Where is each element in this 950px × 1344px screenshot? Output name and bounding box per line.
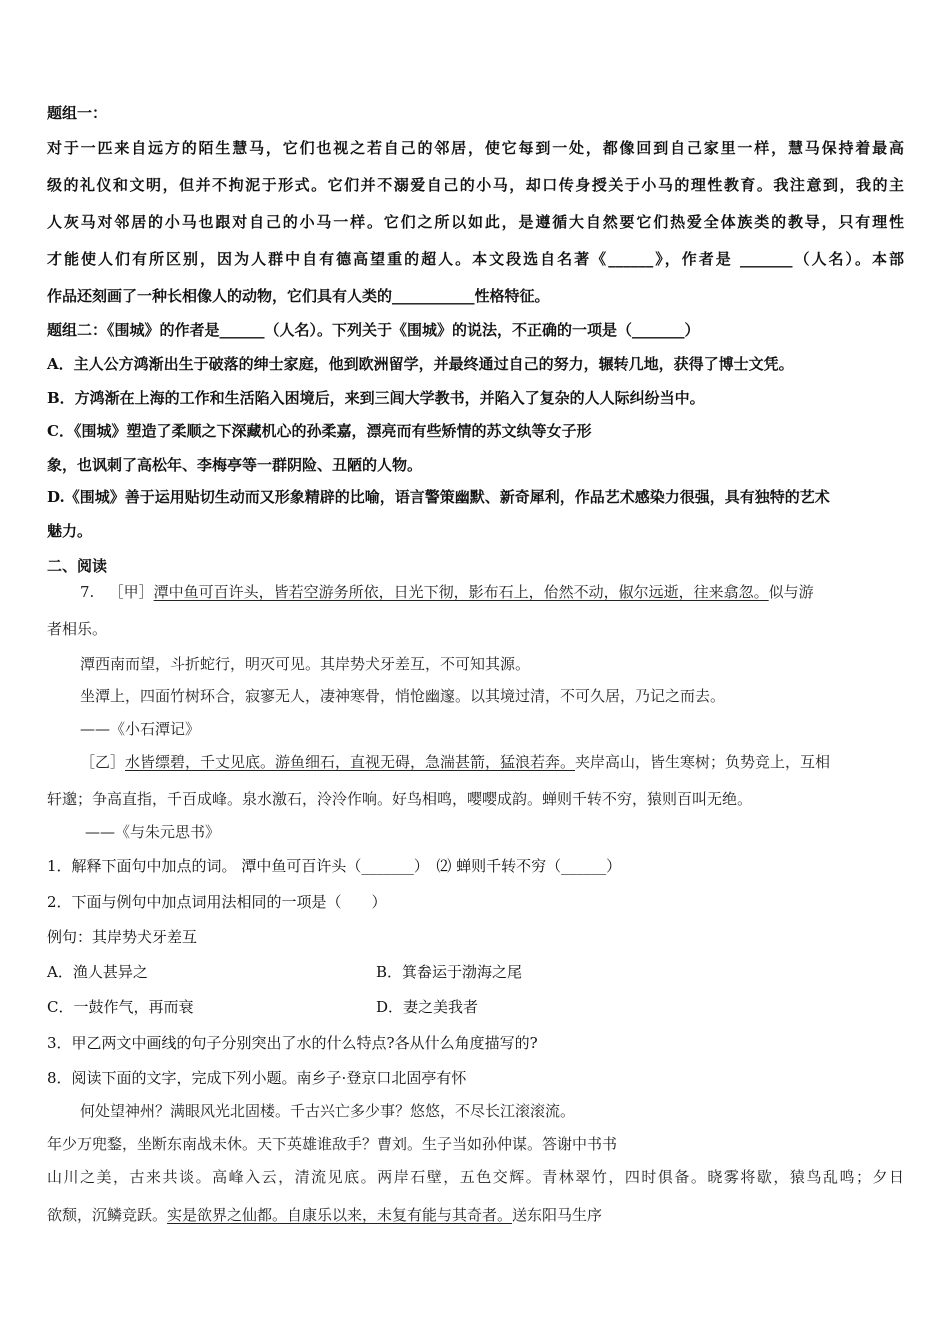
q7-option-c: C．一鼓作气，再而衰: [47, 998, 194, 1016]
group1-line-4: 才能使人们有所区别，因为人群中自有德高望重的超人。本文段选自名著《______》，作者是 _______（人名）。本部: [47, 250, 904, 268]
q8-next-title: 送东阳马生序: [512, 1206, 603, 1224]
q8-prose-line-1: 山川之美，古来共谈。高峰入云，清流见底。两岸石壁，五色交辉。青林翠竹，四时俱备。晓雾将歇，猿鸟乱鸣；夕日: [47, 1168, 904, 1186]
q7-option-b: B．箕畚运于渤海之尾: [376, 963, 523, 981]
q7-yi-source: ——《与朱元思书》: [85, 823, 221, 841]
q7-option-a: A．渔人甚异之: [47, 963, 148, 981]
q7-yi-line-2: 轩邈；争高直指，千百成峰。泉水激石，泠泠作响。好鸟相鸣，嘤嘤成韵。蝉则千转不穷，猿则百叫无绝。: [47, 790, 753, 808]
q7-jia-line-1: [80, 582, 814, 602]
q7-jia-line-2: 者相乐。: [47, 620, 108, 638]
group2-option-c-line-1: C．《围城》塑造了柔顺之下深藏机心的孙柔嘉，漂亮而有些矫情的苏文纨等女子形: [47, 422, 592, 440]
q7-number: 7.: [80, 583, 95, 601]
group2-option-d-line-2: 魅力。: [47, 522, 93, 540]
group2-option-c-line-2: 象，也讽刺了高松年、李梅亭等一群阴险、丑陋的人物。: [47, 456, 423, 474]
q7-yi-rest: 夹岸高山，皆生寒树；负势竞上，互相: [575, 753, 831, 771]
q7-jia-rest: 似与游: [768, 583, 814, 601]
q7-jia-source: ——《小石潭记》: [80, 720, 201, 738]
q7-jia-paragraph-3: 坐潭上，四面竹树环合，寂寥无人，凄神寒骨，悄怆幽邃。以其境过清，不可久居，乃记之而去。: [80, 687, 726, 705]
q7-jia-tag: ［甲］: [108, 583, 154, 601]
q8-poem-line-2: 年少万兜鍪，坐断东南战未休。天下英雄谁敌手？曹刘。生子当如孙仲谋。答谢中书书: [47, 1135, 618, 1153]
group1-heading: 题组一：: [47, 104, 108, 122]
q8-intro: 8．阅读下面的文字，完成下列小题。南乡子·登京口北固亭有怀: [47, 1069, 467, 1087]
q7-option-d: D．妻之美我者: [376, 998, 479, 1016]
q7-yi-tag: ［乙］: [80, 753, 126, 771]
q7-jia-paragraph-2: 潭西南而望，斗折蛇行，明灭可见。其岸势犬牙差互，不可知其源。: [80, 655, 531, 673]
group1-line-1: 对于一匹来自远方的陌生慧马，它们也视之若自己的邻居，使它每到一处，都像回到自己家里一样，慧马保持着最高: [47, 139, 904, 157]
group2-option-a: A．主人公方鸿渐出生于破落的绅士家庭，他到欧洲留学，并最终通过自己的努力，辗转几地，获得了博士文凭。: [47, 355, 794, 373]
group2-question: 题组二：《围城》的作者是______（人名）。下列关于《围城》的说法，不正确的一项是（_______）: [47, 321, 700, 339]
group1-line-3: 人灰马对邻居的小马也跟对自己的小马一样。它们之所以如此，是遵循大自然要它们热爱全体族类的教导，只有理性: [47, 213, 904, 231]
group2-option-d-line-1: D.《围城》善于运用贴切生动而又形象精辟的比喻，语言警策幽默、新奇犀利，作品艺术感染力很强，具有独特的艺术: [47, 488, 830, 506]
group1-line-5: 作品还刻画了一种长相像人的动物，它们具有人类的___________性格特征。: [47, 287, 550, 305]
group2-option-b: B．方鸿渐在上海的工作和生活陷入困境后，来到三闾大学教书，并陷入了复杂的人人际纠纷当中。: [47, 389, 705, 407]
section-reading-heading: 二、阅读: [47, 557, 108, 575]
q7-yi-line-1: [80, 752, 830, 772]
q7-sub-3: 3．甲乙两文中画线的句子分别突出了水的什么特点?各从什么角度描写的?: [47, 1034, 538, 1052]
q7-sub-1: 1．解释下面句中加点的词。 潭中鱼可百许头（_______） ⑵ 蝉则千转不穷（______）: [47, 857, 622, 875]
q7-yi-underlined-sentence: 水皆缥碧，千丈见底。游鱼细石，直视无碍，急湍甚箭，猛浪若奔。: [125, 753, 576, 771]
q7-example: 例句：其岸势犬牙差互: [47, 928, 198, 946]
q8-prose-underlined-sentence: 实是欲界之仙都。自康乐以来，未复有能与其奇者。: [167, 1206, 513, 1224]
q8-prose-line-2: [47, 1205, 602, 1225]
q7-jia-underlined-sentence: 潭中鱼可百许头，皆若空游务所依，日光下彻，影布石上，佁然不动，俶尔远逝，往来翕忽。: [153, 583, 769, 601]
q8-prose-line-2-start: 欲颓，沉鳞竞跃。: [47, 1206, 168, 1224]
group1-line-2: 级的礼仪和文明，但并不拘泥于形式。它们并不溺爱自己的小马，却口传身授关于小马的理性教育。我注意到，我的主: [47, 176, 904, 194]
q8-poem-line-1: 何处望神州？满眼风光北固楼。千古兴亡多少事？悠悠，不尽长江滚滚流。: [80, 1102, 576, 1120]
q7-sub-2: 2．下面与例句中加点词用法相同的一项是（ ）: [47, 893, 387, 911]
